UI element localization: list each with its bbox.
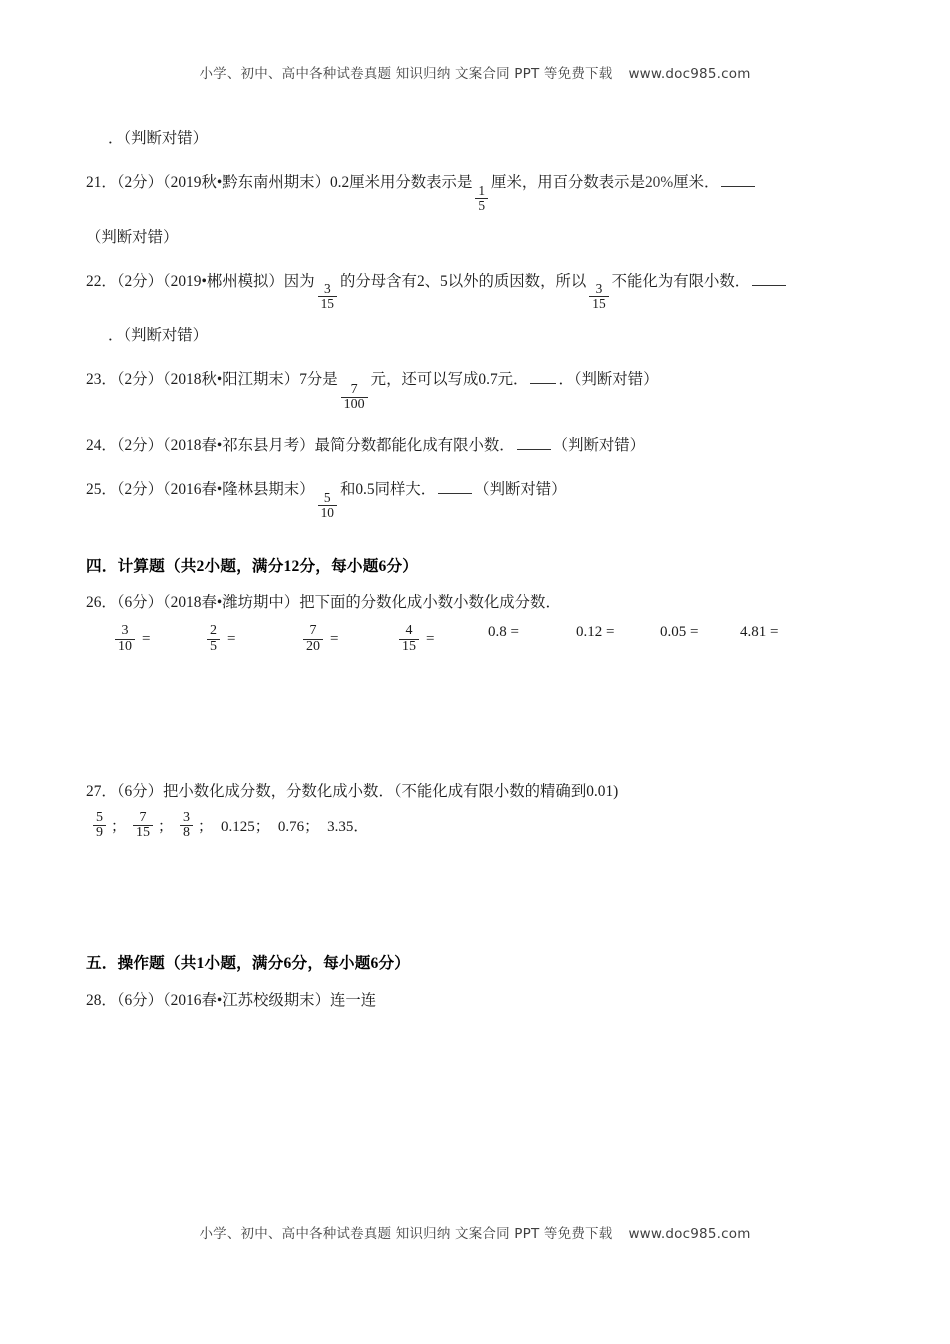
- question-24-text-c: （判断对错）: [552, 436, 646, 454]
- expr-frac-7-20: [300, 624, 396, 654]
- question-28-answer-area[interactable]: [86, 1012, 876, 1132]
- question-23-text-a: 7分是: [299, 371, 338, 389]
- separator-2: ；: [158, 819, 174, 836]
- carryover-line: [86, 128, 876, 150]
- question-22-source: （2019•郴州模拟）: [162, 272, 284, 290]
- question-28: [86, 990, 876, 1012]
- question-26-text: 把下面的分数化成小数小数化成分数．: [299, 594, 561, 612]
- expr-decimal-3-35: 3.35．: [327, 819, 369, 836]
- equals-sign-2: =: [227, 630, 236, 647]
- section-heading-four: 四．计算题（共2小题，满分12分，每小题6分）: [86, 557, 419, 575]
- question-21-text-a: 0.2厘米用分数表示是: [329, 174, 473, 192]
- question-25: [86, 479, 876, 519]
- exam-content: [86, 128, 876, 1132]
- fraction-2-over-5: $\frac{2}{5}$: [207, 624, 220, 654]
- fraction-3-over-10: $\frac{3}{10}$: [115, 624, 135, 654]
- question-21-text-c: 厘米．: [673, 174, 720, 192]
- question-24: [86, 435, 876, 457]
- question-27: [86, 781, 876, 803]
- question-28-number: 28．: [86, 991, 117, 1009]
- question-22-text-b: 的分母含有2、5以外的质因数，所以: [339, 272, 587, 290]
- equals-sign-3: =: [330, 630, 339, 647]
- section-heading-five: 五．操作题（共1小题，满分6分，每小题6分）: [86, 954, 411, 972]
- expr-frac-2-5: [204, 624, 300, 654]
- page-footer-promo: [0, 1222, 950, 1242]
- fraction-4-over-15: $\frac{4}{15}$: [399, 624, 419, 654]
- question-24-text-a: 最简分数都能化成有限小数．: [314, 436, 515, 454]
- expr-decimal-0-12: 0.12 =: [576, 624, 615, 641]
- question-24-source: （2018春•祁东县月考）: [162, 436, 315, 454]
- question-26: [86, 592, 876, 614]
- question-26-score: （6分）: [116, 594, 163, 612]
- question-23-score: （2分）: [116, 371, 163, 389]
- question-22-score: （2分）: [116, 272, 163, 290]
- fraction-7-over-100: $\frac{7}{100}$: [341, 383, 368, 413]
- question-21-percent: 20%: [644, 174, 674, 192]
- fraction-3-over-15-second: $\frac{3}{15}$: [589, 282, 608, 311]
- question-21-line2: [86, 227, 876, 249]
- question-21-second-line: （判断对错）: [86, 228, 179, 246]
- answer-blank-24[interactable]: [517, 436, 551, 450]
- question-26-source: （2018春•潍坊期中）: [162, 594, 300, 612]
- fraction-3-over-8: $\frac{3}{8}$: [180, 811, 193, 841]
- question-27-text: 把小数化成分数，分数化成小数．（不能化成有限小数的精确到0.01): [162, 782, 619, 800]
- question-27-score: （6分）: [116, 782, 163, 800]
- footer-promo-text: 小学、初中、高中各种试卷真题 知识归纳 文案合同 PPT 等免费下载: [199, 1226, 613, 1242]
- separator-3: ；: [198, 819, 214, 836]
- question-23: [86, 369, 876, 412]
- question-22-text-c: 不能化为有限小数．: [611, 272, 751, 290]
- question-22-text-a: 因为: [283, 272, 315, 290]
- question-24-number: 24．: [86, 436, 117, 454]
- question-21-number: 21．: [86, 174, 117, 192]
- expr-decimal-0-76: 0.76；: [277, 819, 320, 836]
- question-23-text-c: ．（判断对错）: [558, 371, 659, 389]
- question-22-line2: [86, 325, 876, 347]
- separator-1: ；: [111, 819, 127, 836]
- question-27-number: 27．: [86, 782, 117, 800]
- fraction-5-over-9: $\frac{5}{9}$: [93, 811, 106, 841]
- equals-sign-1: =: [142, 630, 151, 647]
- question-28-source: （2016春•江苏校级期末）: [162, 991, 330, 1009]
- question-21: [86, 172, 876, 212]
- fraction-5-over-10: $\frac{5}{10}$: [318, 491, 337, 520]
- question-23-text-b: 元，还可以写成0.7元．: [370, 371, 529, 389]
- question-21-source: （2019秋•黔东南州期末）: [162, 174, 330, 192]
- expr-frac-4-15: [396, 624, 488, 654]
- footer-url: www.doc985.com: [628, 1226, 751, 1242]
- carryover-text: ．（判断对错）: [108, 130, 209, 147]
- answer-blank-25[interactable]: [438, 480, 472, 494]
- question-26-answer-area[interactable]: [86, 655, 876, 781]
- question-22: [86, 271, 876, 311]
- question-21-score: （2分）: [116, 174, 163, 192]
- question-25-source: （2016春•隆林县期末）: [162, 481, 315, 499]
- question-27-answer-area[interactable]: [86, 841, 876, 953]
- question-25-number: 25．: [86, 481, 117, 499]
- question-24-score: （2分）: [116, 436, 163, 454]
- header-url: www.doc985.com: [628, 66, 751, 82]
- question-25-text-c: （判断对错）: [474, 481, 567, 499]
- question-27-expressions: [86, 811, 876, 841]
- fraction-1-over-5: $\frac{1}{5}$: [475, 184, 488, 213]
- page-header-promo: [0, 62, 950, 82]
- expr-decimal-0-8: 0.8 =: [488, 624, 519, 641]
- equals-sign-4: =: [426, 630, 435, 647]
- question-28-text: 连一连: [329, 991, 377, 1009]
- answer-blank-21[interactable]: [721, 173, 755, 187]
- question-23-number: 23．: [86, 371, 117, 389]
- answer-blank-23[interactable]: [530, 370, 556, 384]
- fraction-7-over-20: $\frac{7}{20}$: [303, 624, 323, 654]
- expr-decimal-0-125: 0.125；: [221, 819, 270, 836]
- question-22-number: 22．: [86, 272, 117, 290]
- fraction-3-over-15-first: $\frac{3}{15}$: [318, 282, 337, 311]
- expr-decimal-4-81: 4.81 =: [740, 624, 779, 641]
- question-21-text-b: 厘米，用百分数表示是: [491, 174, 645, 192]
- question-23-source: （2018秋•阳江期末）: [162, 371, 300, 389]
- expr-decimal-0-05: 0.05 =: [660, 624, 699, 641]
- question-26-number: 26．: [86, 594, 117, 612]
- answer-blank-22[interactable]: [752, 272, 786, 286]
- question-25-score: （2分）: [116, 481, 163, 499]
- question-22-second-line: ．（判断对错）: [108, 327, 209, 345]
- question-28-score: （6分）: [116, 991, 163, 1009]
- header-promo-text: 小学、初中、高中各种试卷真题 知识归纳 文案合同 PPT 等免费下载: [199, 66, 613, 82]
- fraction-7-over-15: $\frac{7}{15}$: [133, 811, 153, 841]
- question-26-expressions: [86, 624, 876, 654]
- question-25-text-b: 和0.5同样大．: [339, 481, 437, 499]
- expr-frac-3-10: [112, 624, 204, 654]
